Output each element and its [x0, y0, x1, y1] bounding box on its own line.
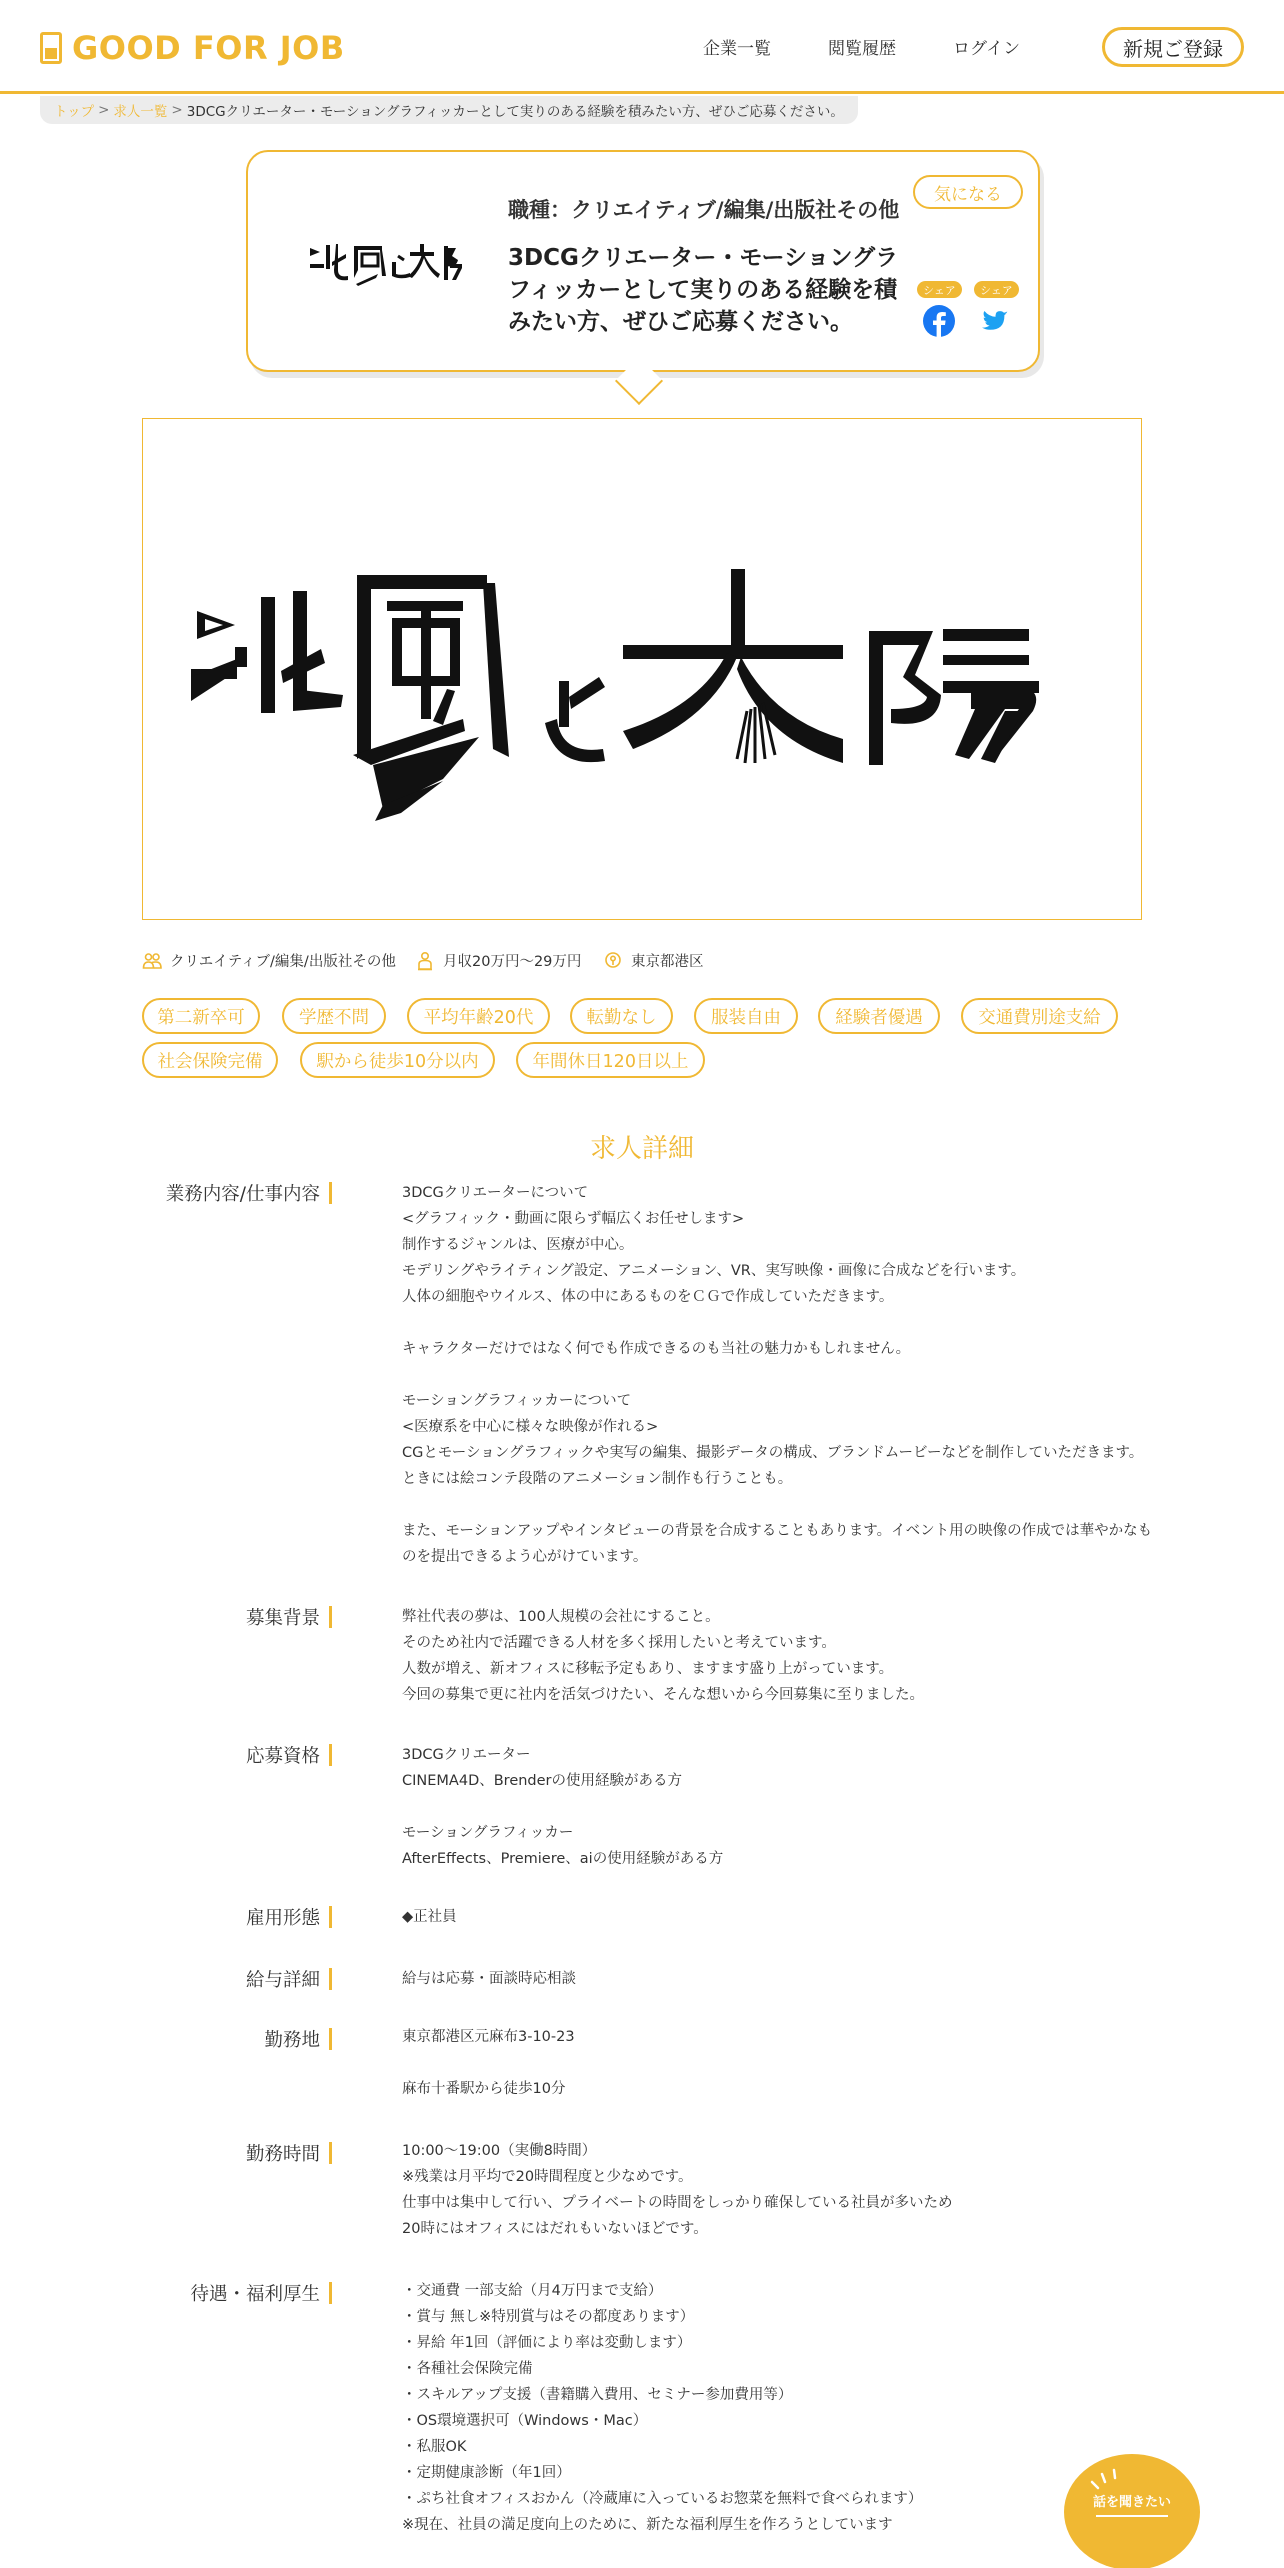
facebook-icon[interactable] — [922, 304, 956, 338]
nav-login[interactable]: ログイン — [953, 39, 1021, 59]
detail-label-bar — [329, 1968, 332, 1990]
job-category: 職種：クリエイティブ/編集/出版社その他 — [508, 198, 900, 222]
detail-label-bar — [329, 2028, 332, 2050]
meta-location-text: 東京都港区 — [631, 954, 704, 970]
people-icon — [142, 951, 162, 971]
breadcrumb-top[interactable]: トップ — [54, 104, 95, 120]
detail-label-bar — [329, 1744, 332, 1766]
speech-bubble-icon — [1062, 2442, 1202, 2568]
detail-label: 勤務地 — [264, 2030, 320, 2051]
tag-item: 平均年齢20代 — [407, 998, 550, 1034]
nav-history[interactable]: 閲覧履歴 — [828, 39, 896, 59]
detail-label-bar — [329, 1182, 332, 1204]
meta-salary-text: 月収20万円～29万円 — [443, 954, 582, 970]
tag-item: 転勤なし — [570, 998, 673, 1034]
detail-label-bar — [329, 2142, 332, 2164]
meta-category — [142, 950, 396, 971]
detail-body: 東京都港区元麻布3-10-23 麻布十番駅から徒歩10分 — [402, 2029, 575, 2097]
meta-location — [603, 950, 704, 971]
breadcrumb-separator: > — [171, 102, 183, 118]
site-header — [0, 0, 1284, 94]
tag-item: 経験者優遇 — [818, 998, 940, 1034]
register-button[interactable]: 新規ご登録 — [1102, 27, 1244, 67]
detail-body: 3DCGクリエーター CINEMA4D、Brenderの使用経験がある方 モーショングラフィッカー AfterEffects、Premiere、aiの使用経験がある方 — [402, 1747, 724, 1867]
detail-label: 応募資格 — [245, 1746, 320, 1767]
twitter-icon[interactable] — [977, 304, 1011, 338]
logo-text: GOOD FOR JOB — [72, 29, 345, 67]
breadcrumb-current: 3DCGクリエーター・モーショングラフィッカーとして実りのある経験を積みたい方、ぜひご応募ください。 — [186, 104, 844, 120]
detail-label-bar — [329, 2282, 332, 2304]
tag-item: 年間休日120日以上 — [516, 1042, 705, 1078]
detail-label: 勤務時間 — [245, 2144, 320, 2165]
detail-label: 給与詳細 — [245, 1970, 320, 1991]
breadcrumb-separator: > — [98, 102, 110, 118]
detail-label-bar — [329, 1606, 332, 1628]
detail-label: 待遇・福利厚生 — [190, 2284, 320, 2305]
detail-body: 3DCGクリエーターについて <グラフィック・動画に限らず幅広くお任せします> 制作するジャンルは、医療が中心。 モデリングやライティング設定、アニメーション、VR、実写映像・画像に合成などを行います。 人体の細胞やウイルス、体の中にあるものをＣＧで作成していただきます。 キャラクターだけではなく何でも作成できるのも当社の魅力かもしれません。 モーショングラフィッカーについて <医療系を中心に様々な映像が作れる> CGとモーショングラフィックや実写の編集、撮影データの構成、ブランドムービーなどを制作していただきます。 ときには絵コンテ段階のアニメーション制作も行うことも。 また、モーションアップやインタビューの背景を合成することもあります。イベント用の映像の作成では華やかなものを提出できるよう心がけています。 — [402, 1185, 1153, 1565]
talk-request-button[interactable] — [1062, 2442, 1202, 2568]
share-label-facebook: シェア — [917, 281, 962, 298]
location-pin-icon — [603, 951, 623, 971]
talk-request-label: 話を聞きたい — [1092, 2495, 1172, 2510]
detail-body: ・交通費 一部支給（月4万円まで支給） ・賞与 無し※特別賞与はその都度あります） ・昇給 年1回（評価により率は変動します） ・各種社会保険完備 ・スキルアップ支援（書籍購入費用、セミナー参加費用等） ・OS環境選択可（Windows・Mac） ・私服OK ・定期健康診断（年1回） ・ぷち社食オフィスおかん（冷蔵庫に入っているお惣菜を無料で食べられます） ※現在、社員の満足度向上のために、新たな福利厚生を作ろうとしています — [402, 2283, 923, 2533]
breadcrumb-job-list[interactable]: 求人一覧 — [113, 104, 168, 120]
company-logo-small — [306, 240, 464, 286]
favorite-button[interactable]: 気になる — [913, 175, 1023, 209]
person-salary-icon — [415, 951, 435, 971]
tag-item: 社会保険完備 — [142, 1042, 278, 1078]
tag-item: 駅から徒歩10分以内 — [300, 1042, 495, 1078]
tag-item: 学歴不問 — [282, 998, 386, 1034]
detail-body: 給与は応募・面談時応相談 — [402, 1971, 576, 1987]
tag-item: 第二新卒可 — [142, 998, 260, 1034]
share-label-twitter: シェア — [974, 281, 1019, 298]
detail-body: ◆正社員 — [402, 1909, 457, 1925]
job-title: 3DCGクリエーター・モーショングラフィッカーとして実りのある経験を積みたい方、ぜひご応募ください。 — [508, 245, 899, 336]
company-logo-large — [143, 419, 1143, 921]
tag-item: 服装自由 — [694, 998, 798, 1034]
logo-mark-icon — [40, 32, 62, 64]
nav-company-list[interactable]: 企業一覧 — [703, 39, 771, 59]
section-title-details: 求人詳細 — [589, 1134, 694, 1164]
meta-category-text: クリエイティブ/編集/出版社その他 — [170, 954, 396, 970]
meta-salary — [415, 950, 581, 971]
detail-label: 雇用形態 — [245, 1908, 320, 1929]
tag-item: 交通費別途支給 — [961, 998, 1118, 1034]
detail-body: 弊社代表の夢は、100人規模の会社にすること。 そのため社内で活躍できる人材を多く採用したいと考えています。 人数が増え、新オフィスに移転予定もあり、ますます盛り上がっています。 今回の募集で更に社内を活気づけたい、そんな想いから今回募集に至りました。 — [402, 1609, 924, 1703]
breadcrumb — [40, 96, 858, 124]
detail-label-bar — [329, 1906, 332, 1928]
site-logo[interactable] — [40, 28, 345, 68]
company-main-image — [142, 418, 1142, 920]
detail-body: 10:00～19:00（実働8時間） ※残業は月平均で20時間程度と少なめです。 仕事中は集中して行い、プライベートの時間をしっかり確保している社員が多いため 20時にはオフィスにはだれもいないほどです。 — [402, 2143, 953, 2237]
detail-label: 業務内容/仕事内容 — [165, 1184, 320, 1205]
detail-label: 募集背景 — [245, 1608, 320, 1629]
